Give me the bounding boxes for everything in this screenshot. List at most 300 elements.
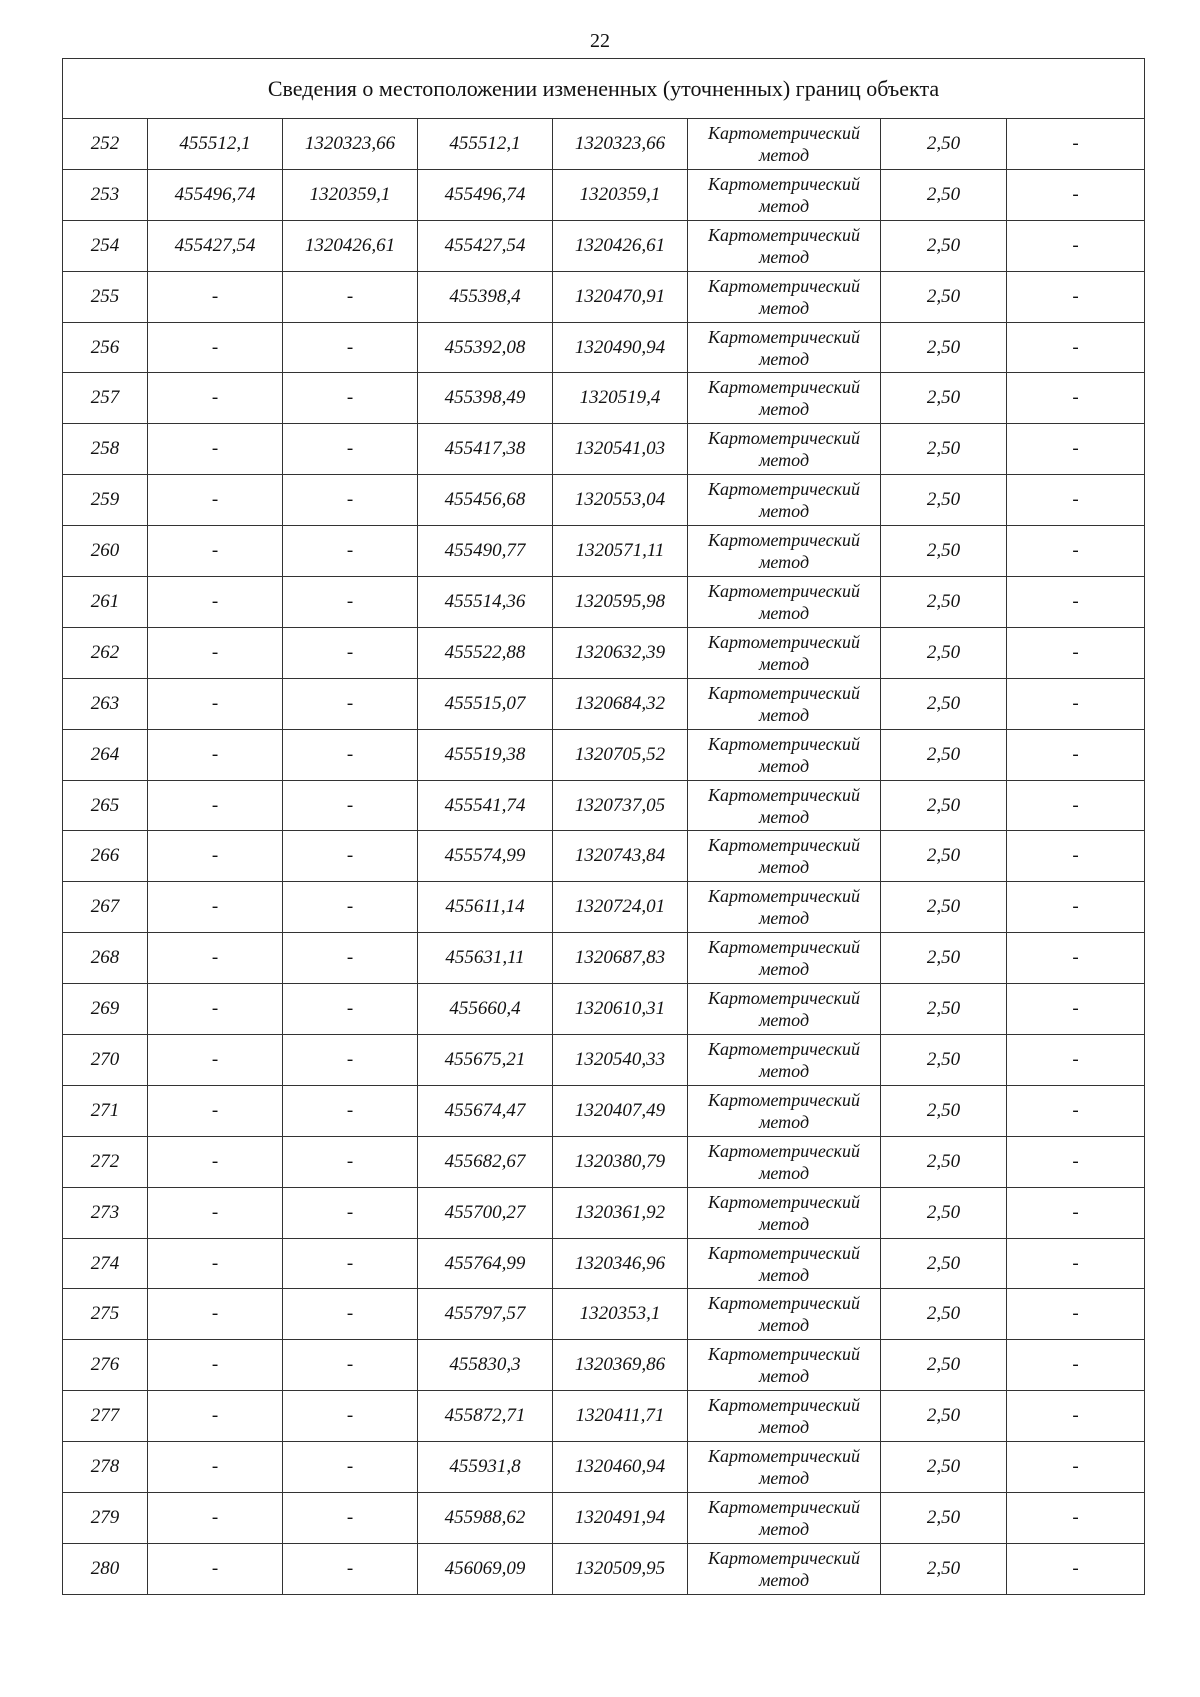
method-cell	[688, 1340, 881, 1391]
refined-x-cell: 455427,54	[418, 220, 553, 271]
method-cell	[688, 577, 881, 628]
point-number-cell: 252	[63, 119, 148, 170]
table-row	[63, 984, 1145, 1035]
point-number-cell: 280	[63, 1543, 148, 1594]
method-cell	[688, 1085, 881, 1136]
refined-x-cell: 455764,99	[418, 1238, 553, 1289]
existing-y-cell: -	[283, 475, 418, 526]
refined-x-cell: 455496,74	[418, 169, 553, 220]
method-cell	[688, 1136, 881, 1187]
method-line-2: метод	[758, 959, 810, 980]
accuracy-cell: 2,50	[881, 1391, 1007, 1442]
refined-y-cell: 1320470,91	[553, 271, 688, 322]
method-line-2: метод	[758, 1315, 810, 1336]
existing-x-cell: -	[148, 577, 283, 628]
point-number-cell: 266	[63, 831, 148, 882]
existing-x-cell: 455512,1	[148, 119, 283, 170]
method-line-2: метод	[758, 246, 810, 267]
refined-y-cell: 1320553,04	[553, 475, 688, 526]
page-number: 22	[590, 30, 610, 52]
table-row	[63, 1493, 1145, 1544]
method-line-2: метод	[758, 704, 810, 725]
refined-y-cell: 1320724,01	[553, 882, 688, 933]
existing-y-cell: -	[283, 780, 418, 831]
accuracy-cell: 2,50	[881, 119, 1007, 170]
note-cell: -	[1007, 984, 1145, 1035]
existing-x-cell: -	[148, 1085, 283, 1136]
refined-y-cell: 1320687,83	[553, 933, 688, 984]
point-number-cell: 279	[63, 1493, 148, 1544]
existing-x-cell: -	[148, 1493, 283, 1544]
method-cell	[688, 119, 881, 170]
method-line-1: Картометрический	[707, 631, 860, 652]
method-line-2: метод	[758, 1417, 810, 1438]
note-cell: -	[1007, 169, 1145, 220]
refined-y-cell: 1320541,03	[553, 424, 688, 475]
method-line-2: метод	[758, 1366, 810, 1387]
accuracy-cell: 2,50	[881, 1543, 1007, 1594]
point-number-cell: 254	[63, 220, 148, 271]
table-row	[63, 1187, 1145, 1238]
method-line-1: Картометрический	[707, 835, 860, 856]
point-number-cell: 269	[63, 984, 148, 1035]
table-row	[63, 1085, 1145, 1136]
method-line-2: метод	[758, 1111, 810, 1132]
existing-x-cell: -	[148, 526, 283, 577]
point-number-cell: 271	[63, 1085, 148, 1136]
accuracy-cell: 2,50	[881, 729, 1007, 780]
existing-x-cell: -	[148, 1543, 283, 1594]
method-line-2: метод	[758, 399, 810, 420]
accuracy-cell: 2,50	[881, 424, 1007, 475]
existing-y-cell: -	[283, 984, 418, 1035]
note-cell: -	[1007, 1543, 1145, 1594]
note-cell: -	[1007, 831, 1145, 882]
existing-x-cell: -	[148, 780, 283, 831]
method-line-1: Картометрический	[707, 377, 860, 398]
table-row	[63, 882, 1145, 933]
refined-y-cell: 1320460,94	[553, 1442, 688, 1493]
refined-y-cell: 1320595,98	[553, 577, 688, 628]
table-row	[63, 424, 1145, 475]
refined-x-cell: 455611,14	[418, 882, 553, 933]
note-cell: -	[1007, 1136, 1145, 1187]
existing-y-cell: -	[283, 678, 418, 729]
table-row	[63, 1035, 1145, 1086]
method-line-1: Картометрический	[707, 1038, 860, 1059]
method-cell	[688, 169, 881, 220]
method-cell	[688, 220, 881, 271]
point-number-cell: 262	[63, 627, 148, 678]
method-cell	[688, 831, 881, 882]
method-line-1: Картометрический	[707, 784, 860, 805]
refined-x-cell: 455830,3	[418, 1340, 553, 1391]
existing-y-cell: -	[283, 1543, 418, 1594]
method-line-1: Картометрический	[707, 1344, 860, 1365]
existing-y-cell: -	[283, 322, 418, 373]
accuracy-cell: 2,50	[881, 1187, 1007, 1238]
note-cell: -	[1007, 373, 1145, 424]
note-cell: -	[1007, 1238, 1145, 1289]
table-row	[63, 1238, 1145, 1289]
refined-y-cell: 1320361,92	[553, 1187, 688, 1238]
existing-y-cell: -	[283, 1035, 418, 1086]
point-number-cell: 272	[63, 1136, 148, 1187]
accuracy-cell: 2,50	[881, 1289, 1007, 1340]
method-cell	[688, 1289, 881, 1340]
method-cell	[688, 1187, 881, 1238]
method-line-1: Картометрический	[707, 682, 860, 703]
existing-x-cell: -	[148, 1136, 283, 1187]
point-number-cell: 263	[63, 678, 148, 729]
note-cell: -	[1007, 1340, 1145, 1391]
method-line-1: Картометрический	[707, 275, 860, 296]
refined-y-cell: 1320346,96	[553, 1238, 688, 1289]
boundary-coordinates-table	[62, 58, 1145, 1595]
method-cell	[688, 322, 881, 373]
existing-x-cell: -	[148, 984, 283, 1035]
refined-x-cell: 455988,62	[418, 1493, 553, 1544]
accuracy-cell: 2,50	[881, 1340, 1007, 1391]
existing-x-cell: 455496,74	[148, 169, 283, 220]
existing-y-cell: 1320323,66	[283, 119, 418, 170]
refined-y-cell: 1320737,05	[553, 780, 688, 831]
accuracy-cell: 2,50	[881, 627, 1007, 678]
method-line-2: метод	[758, 1264, 810, 1285]
method-line-1: Картометрический	[707, 1191, 860, 1212]
note-cell: -	[1007, 526, 1145, 577]
refined-x-cell: 455931,8	[418, 1442, 553, 1493]
method-cell	[688, 373, 881, 424]
method-line-1: Картометрический	[707, 1089, 860, 1110]
refined-y-cell: 1320519,4	[553, 373, 688, 424]
point-number-cell: 267	[63, 882, 148, 933]
accuracy-cell: 2,50	[881, 322, 1007, 373]
method-line-2: метод	[758, 1162, 810, 1183]
note-cell: -	[1007, 220, 1145, 271]
accuracy-cell: 2,50	[881, 220, 1007, 271]
table-row	[63, 1136, 1145, 1187]
method-cell	[688, 1543, 881, 1594]
table-row	[63, 373, 1145, 424]
table-row	[63, 475, 1145, 526]
note-cell: -	[1007, 1085, 1145, 1136]
existing-y-cell: -	[283, 1340, 418, 1391]
accuracy-cell: 2,50	[881, 271, 1007, 322]
refined-x-cell: 456069,09	[418, 1543, 553, 1594]
existing-y-cell: -	[283, 577, 418, 628]
method-line-2: метод	[758, 806, 810, 827]
note-cell: -	[1007, 1391, 1145, 1442]
existing-x-cell: -	[148, 831, 283, 882]
method-line-1: Картометрический	[707, 224, 860, 245]
method-line-1: Картометрический	[707, 886, 860, 907]
existing-y-cell: -	[283, 1493, 418, 1544]
method-line-2: метод	[758, 297, 810, 318]
refined-x-cell: 455660,4	[418, 984, 553, 1035]
existing-x-cell: -	[148, 322, 283, 373]
accuracy-cell: 2,50	[881, 373, 1007, 424]
accuracy-cell: 2,50	[881, 1493, 1007, 1544]
existing-y-cell: -	[283, 373, 418, 424]
table-row	[63, 169, 1145, 220]
existing-y-cell: -	[283, 1238, 418, 1289]
method-cell	[688, 526, 881, 577]
point-number-cell: 276	[63, 1340, 148, 1391]
note-cell: -	[1007, 627, 1145, 678]
existing-y-cell: -	[283, 424, 418, 475]
existing-y-cell: -	[283, 882, 418, 933]
existing-y-cell: 1320359,1	[283, 169, 418, 220]
method-cell	[688, 1035, 881, 1086]
refined-x-cell: 455674,47	[418, 1085, 553, 1136]
accuracy-cell: 2,50	[881, 475, 1007, 526]
note-cell: -	[1007, 729, 1145, 780]
table-row	[63, 1543, 1145, 1594]
point-number-cell: 274	[63, 1238, 148, 1289]
table-row	[63, 577, 1145, 628]
method-cell	[688, 627, 881, 678]
existing-y-cell: -	[283, 1442, 418, 1493]
method-cell	[688, 882, 881, 933]
table-row	[63, 1391, 1145, 1442]
refined-y-cell: 1320571,11	[553, 526, 688, 577]
accuracy-cell: 2,50	[881, 780, 1007, 831]
existing-y-cell: -	[283, 831, 418, 882]
table-row	[63, 627, 1145, 678]
refined-x-cell: 455392,08	[418, 322, 553, 373]
existing-x-cell: -	[148, 1035, 283, 1086]
accuracy-cell: 2,50	[881, 831, 1007, 882]
method-line-2: метод	[758, 857, 810, 878]
existing-x-cell: -	[148, 271, 283, 322]
existing-y-cell: -	[283, 1289, 418, 1340]
refined-x-cell: 455519,38	[418, 729, 553, 780]
note-cell: -	[1007, 678, 1145, 729]
point-number-cell: 259	[63, 475, 148, 526]
accuracy-cell: 2,50	[881, 526, 1007, 577]
existing-x-cell: -	[148, 424, 283, 475]
method-line-2: метод	[758, 1213, 810, 1234]
table-caption: Сведения о местоположении измененных (уточненных) границ объекта	[63, 59, 1145, 119]
method-cell	[688, 729, 881, 780]
refined-x-cell: 455398,4	[418, 271, 553, 322]
note-cell: -	[1007, 1187, 1145, 1238]
refined-x-cell: 455631,11	[418, 933, 553, 984]
method-line-2: метод	[758, 1010, 810, 1031]
refined-x-cell: 455700,27	[418, 1187, 553, 1238]
method-line-2: метод	[758, 653, 810, 674]
method-cell	[688, 984, 881, 1035]
existing-x-cell: 455427,54	[148, 220, 283, 271]
refined-y-cell: 1320509,95	[553, 1543, 688, 1594]
refined-x-cell: 455797,57	[418, 1289, 553, 1340]
accuracy-cell: 2,50	[881, 1085, 1007, 1136]
existing-y-cell: -	[283, 729, 418, 780]
point-number-cell: 257	[63, 373, 148, 424]
method-line-2: метод	[758, 348, 810, 369]
note-cell: -	[1007, 322, 1145, 373]
method-cell	[688, 475, 881, 526]
refined-y-cell: 1320407,49	[553, 1085, 688, 1136]
method-line-1: Картометрический	[707, 122, 860, 143]
note-cell: -	[1007, 933, 1145, 984]
table-body	[63, 119, 1145, 1595]
point-number-cell: 268	[63, 933, 148, 984]
note-cell: -	[1007, 1442, 1145, 1493]
method-line-1: Картометрический	[707, 1395, 860, 1416]
existing-y-cell: -	[283, 1187, 418, 1238]
refined-y-cell: 1320632,39	[553, 627, 688, 678]
existing-x-cell: -	[148, 933, 283, 984]
table-row	[63, 933, 1145, 984]
method-line-1: Картометрический	[707, 733, 860, 754]
existing-x-cell: -	[148, 475, 283, 526]
point-number-cell: 258	[63, 424, 148, 475]
method-line-1: Картометрический	[707, 580, 860, 601]
existing-x-cell: -	[148, 678, 283, 729]
method-cell	[688, 1238, 881, 1289]
table-row	[63, 526, 1145, 577]
method-line-1: Картометрический	[707, 1446, 860, 1467]
refined-x-cell: 455490,77	[418, 526, 553, 577]
accuracy-cell: 2,50	[881, 882, 1007, 933]
method-line-1: Картометрический	[707, 1496, 860, 1517]
refined-x-cell: 455675,21	[418, 1035, 553, 1086]
method-line-2: метод	[758, 450, 810, 471]
refined-x-cell: 455456,68	[418, 475, 553, 526]
accuracy-cell: 2,50	[881, 169, 1007, 220]
method-line-1: Картометрический	[707, 1140, 860, 1161]
refined-y-cell: 1320743,84	[553, 831, 688, 882]
point-number-cell: 256	[63, 322, 148, 373]
method-cell	[688, 1493, 881, 1544]
refined-x-cell: 455417,38	[418, 424, 553, 475]
method-cell	[688, 678, 881, 729]
existing-y-cell: -	[283, 271, 418, 322]
method-line-2: метод	[758, 602, 810, 623]
refined-y-cell: 1320426,61	[553, 220, 688, 271]
method-cell	[688, 424, 881, 475]
method-line-2: метод	[758, 908, 810, 929]
method-cell	[688, 1391, 881, 1442]
refined-x-cell: 455515,07	[418, 678, 553, 729]
refined-y-cell: 1320684,32	[553, 678, 688, 729]
existing-x-cell: -	[148, 1391, 283, 1442]
point-number-cell: 275	[63, 1289, 148, 1340]
note-cell: -	[1007, 119, 1145, 170]
existing-x-cell: -	[148, 1238, 283, 1289]
note-cell: -	[1007, 882, 1145, 933]
refined-x-cell: 455872,71	[418, 1391, 553, 1442]
refined-y-cell: 1320610,31	[553, 984, 688, 1035]
method-line-2: метод	[758, 144, 810, 165]
note-cell: -	[1007, 1035, 1145, 1086]
accuracy-cell: 2,50	[881, 1442, 1007, 1493]
accuracy-cell: 2,50	[881, 984, 1007, 1035]
note-cell: -	[1007, 1289, 1145, 1340]
existing-x-cell: -	[148, 882, 283, 933]
existing-x-cell: -	[148, 1289, 283, 1340]
method-line-1: Картометрический	[707, 1547, 860, 1568]
point-number-cell: 277	[63, 1391, 148, 1442]
method-cell	[688, 780, 881, 831]
table-row	[63, 831, 1145, 882]
existing-x-cell: -	[148, 627, 283, 678]
refined-y-cell: 1320540,33	[553, 1035, 688, 1086]
refined-y-cell: 1320411,71	[553, 1391, 688, 1442]
note-cell: -	[1007, 1493, 1145, 1544]
method-line-2: метод	[758, 1518, 810, 1539]
refined-x-cell: 455512,1	[418, 119, 553, 170]
refined-x-cell: 455522,88	[418, 627, 553, 678]
refined-x-cell: 455682,67	[418, 1136, 553, 1187]
note-cell: -	[1007, 577, 1145, 628]
method-line-2: метод	[758, 1060, 810, 1081]
point-number-cell: 273	[63, 1187, 148, 1238]
refined-x-cell: 455541,74	[418, 780, 553, 831]
existing-y-cell: -	[283, 933, 418, 984]
method-line-2: метод	[758, 501, 810, 522]
point-number-cell: 264	[63, 729, 148, 780]
existing-x-cell: -	[148, 1442, 283, 1493]
refined-y-cell: 1320369,86	[553, 1340, 688, 1391]
method-line-2: метод	[758, 1569, 810, 1590]
refined-y-cell: 1320323,66	[553, 119, 688, 170]
point-number-cell: 261	[63, 577, 148, 628]
point-number-cell: 255	[63, 271, 148, 322]
table-row	[63, 1340, 1145, 1391]
refined-y-cell: 1320705,52	[553, 729, 688, 780]
note-cell: -	[1007, 424, 1145, 475]
table-row	[63, 678, 1145, 729]
method-line-2: метод	[758, 552, 810, 573]
accuracy-cell: 2,50	[881, 933, 1007, 984]
method-cell	[688, 1442, 881, 1493]
point-number-cell: 270	[63, 1035, 148, 1086]
accuracy-cell: 2,50	[881, 1238, 1007, 1289]
point-number-cell: 278	[63, 1442, 148, 1493]
note-cell: -	[1007, 475, 1145, 526]
table-row	[63, 1442, 1145, 1493]
method-cell	[688, 933, 881, 984]
method-line-1: Картометрический	[707, 428, 860, 449]
method-line-1: Картометрический	[707, 988, 860, 1009]
method-line-1: Картометрический	[707, 530, 860, 551]
existing-y-cell: -	[283, 1136, 418, 1187]
refined-y-cell: 1320380,79	[553, 1136, 688, 1187]
accuracy-cell: 2,50	[881, 1136, 1007, 1187]
method-line-2: метод	[758, 1468, 810, 1489]
existing-x-cell: -	[148, 729, 283, 780]
point-number-cell: 260	[63, 526, 148, 577]
accuracy-cell: 2,50	[881, 678, 1007, 729]
existing-x-cell: -	[148, 1340, 283, 1391]
existing-y-cell: -	[283, 1391, 418, 1442]
existing-x-cell: -	[148, 1187, 283, 1238]
existing-y-cell: -	[283, 627, 418, 678]
refined-y-cell: 1320490,94	[553, 322, 688, 373]
refined-y-cell: 1320491,94	[553, 1493, 688, 1544]
table-row	[63, 220, 1145, 271]
table-row	[63, 780, 1145, 831]
method-line-1: Картометрический	[707, 937, 860, 958]
table-row	[63, 1289, 1145, 1340]
refined-x-cell: 455514,36	[418, 577, 553, 628]
note-cell: -	[1007, 271, 1145, 322]
method-line-1: Картометрический	[707, 1242, 860, 1263]
table-row	[63, 271, 1145, 322]
